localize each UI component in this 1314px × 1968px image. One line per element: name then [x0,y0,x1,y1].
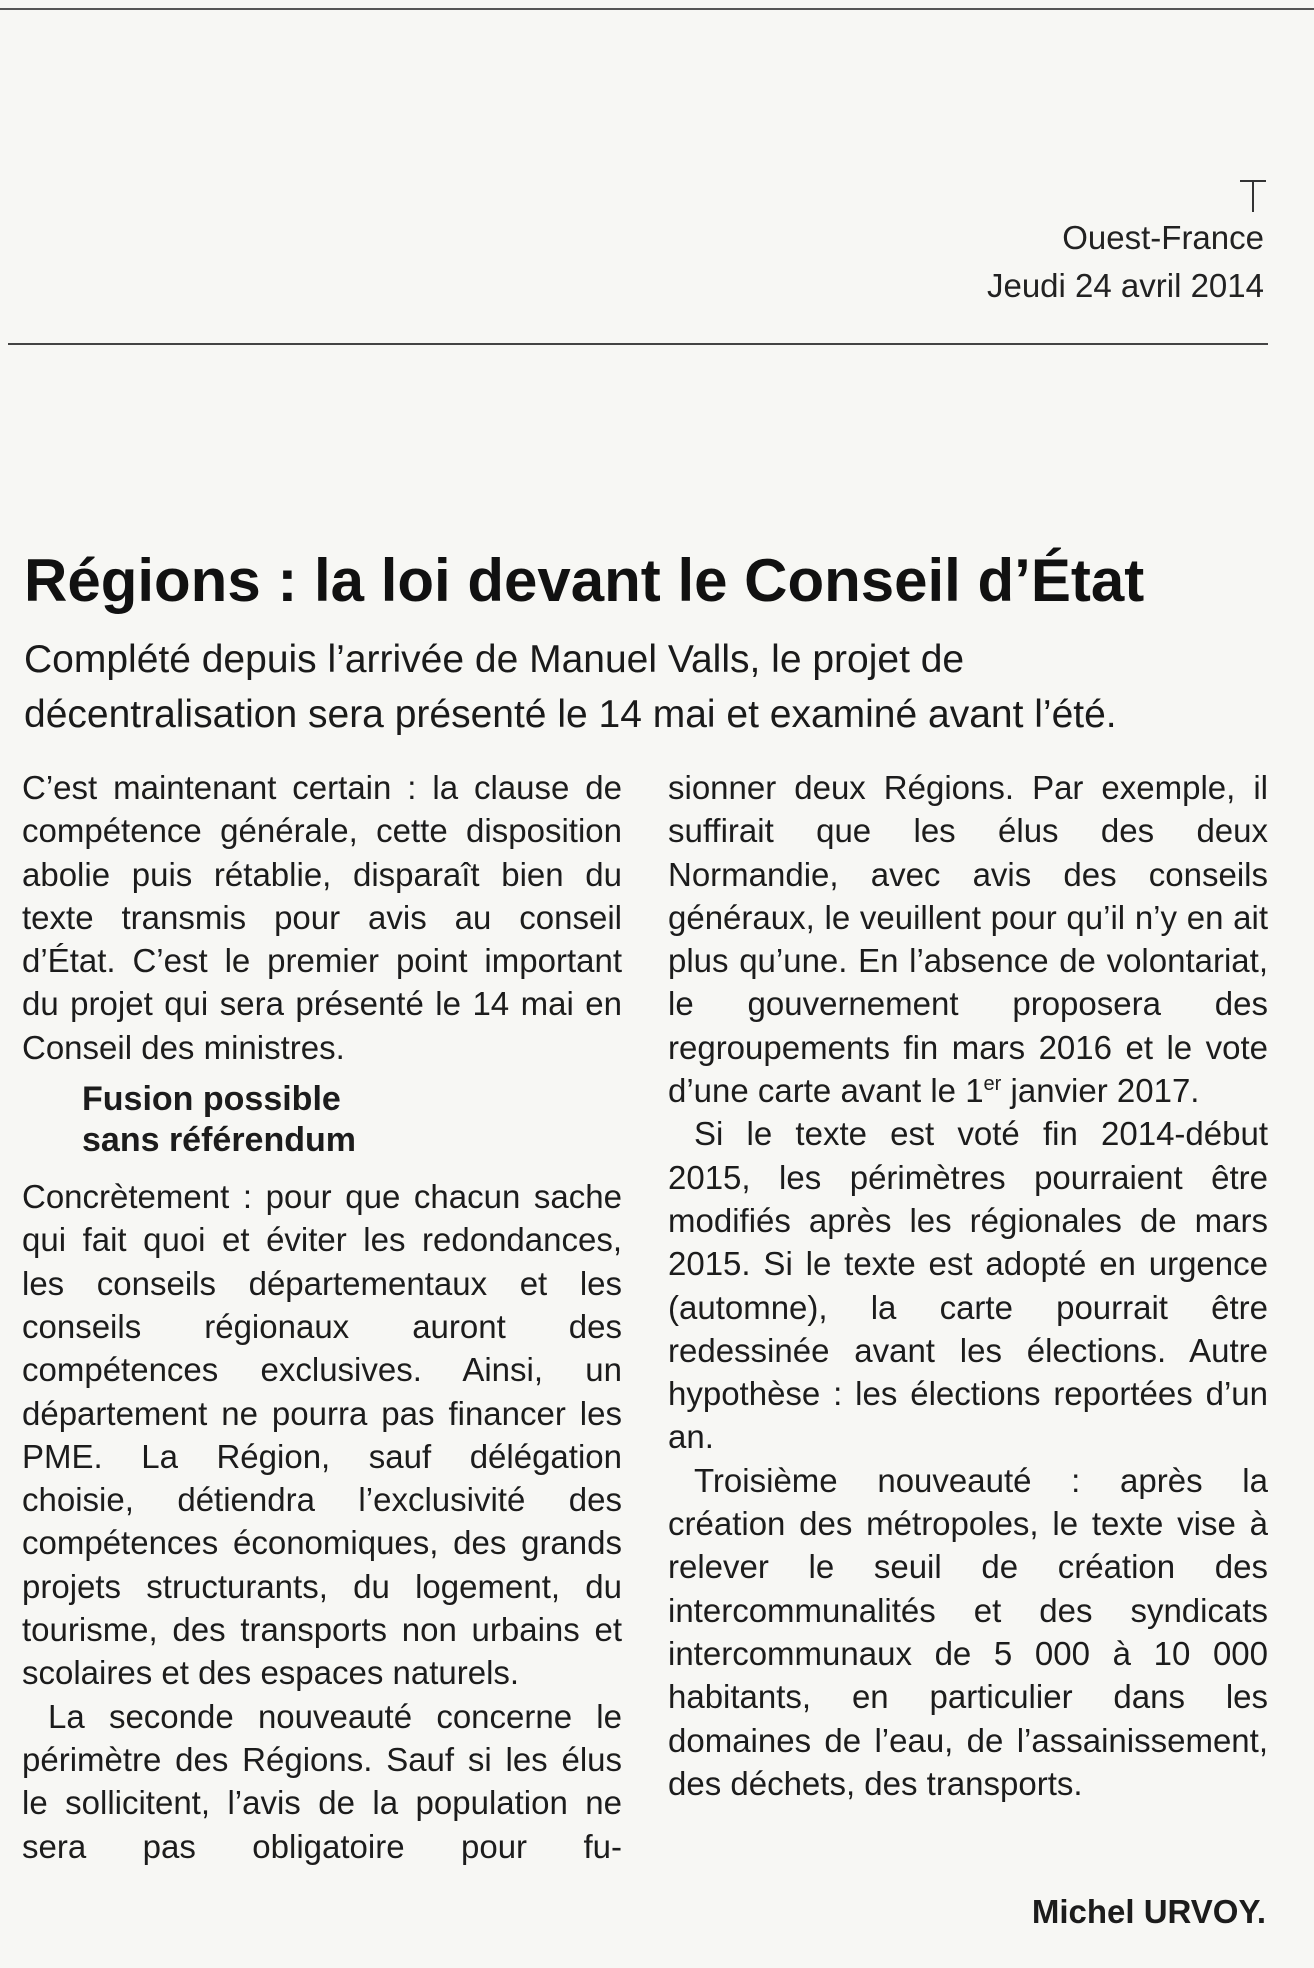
article-paragraph: Si le texte est voté fin 2014-début 2015, les périmètres pourraient être modifiés après les régionales de mars 2015. Si le texte est adopté en urgence (automne), la carte pourrait être redessinée avant les élections. Autre hypothèse : les élections reportées d’un an. [668,1115,1268,1456]
article-paragraph-split: La seconde nouveauté concerne le périmètre des Régions. Sauf si les élus le sollicitent, l’avis de la population ne sera pas obligatoire pour fu- [22,1697,622,1865]
subhead-line: sans référendum [82,1121,356,1160]
article-paragraph: Concrètement : pour que chacun sache qui fait quoi et éviter les redondances, les conseils départementaux et les conseils régionaux auront des compétences exclusives. Ainsi, un département ne pourra pas financer les PME. La Région, sauf délégation choisie, détiendra l’exclusivité des compétences économiques, des grands projets structurants, du logement, du tourisme, des transports non urbains et scolaires et des espaces naturels. [22,1178,622,1692]
article-byline: Michel URVOY. [1031,1893,1266,1930]
article-paragraph: Troisième nouveauté : après la création des métropoles, le texte vise à relever le seuil de création des intercommunalités et des syndicats intercommunaux de 5 000 à 10 000 habitants, en particulier dans les domaines de l’eau, de l’assainissement, des déchets, des transports. [668,1461,1268,1802]
article-paragraph: C’est maintenant certain : la clause de compétence générale, cette disposition abolie puis rétablie, disparaît bien du texte transmis pour avis au conseil d’État. C’est le premier point important du projet qui sera présenté le 14 mai en Conseil des ministres. [22,769,622,1066]
publication-date: Jeudi 24 avril 2014 [986,267,1264,304]
article-subhead [82,1079,622,1161]
publication-name: Ouest-France [1062,219,1264,256]
top-rule [0,8,1314,10]
article-headline: Régions : la loi devant le Conseil d’État [24,547,1145,614]
standfirst-line: Complété depuis l’arrivée de Manuel Valls, le projet de [24,638,965,681]
crop-mark [1240,180,1266,212]
masthead-rule [8,343,1268,345]
article-paragraph-continued: sionner deux Régions. Par exemple, il suffirait que les élus des deux Normandie, avec avis des conseils généraux, le veuillent pour qu’il n’y en ait plus qu’une. En l’absence de volontariat, le gouvernement proposera des regroupements fin mars 2016 et le vote d’une carte avant le 1er janvier 2017. [668,769,1268,1110]
standfirst-line: décentralisation sera présenté le 14 mai et examiné avant l’été. [24,693,1117,736]
ordinal-superscript: er [983,1073,1002,1096]
subhead-line: Fusion possible [82,1080,341,1119]
article-column-right [668,766,1268,1805]
article-standfirst [24,632,1294,742]
article-column-left [22,766,622,1868]
masthead [987,214,1264,310]
